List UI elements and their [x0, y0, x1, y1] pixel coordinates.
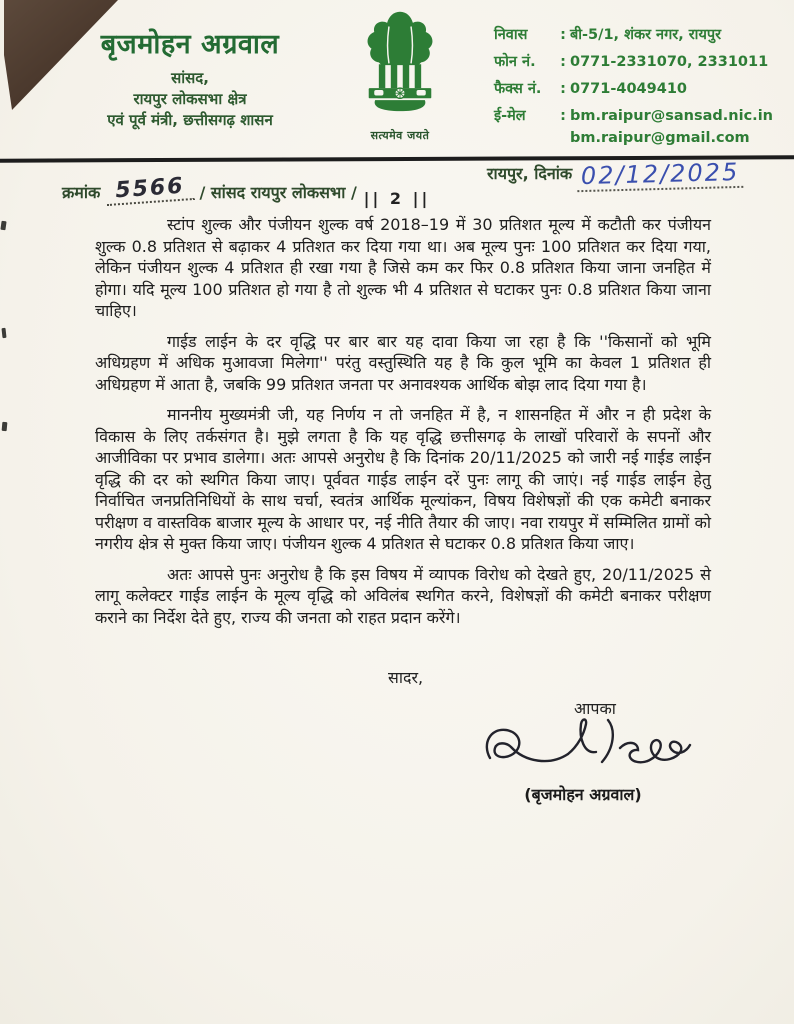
- sender-title-2: रायपुर लोकसभा क्षेत्र: [133, 90, 247, 108]
- date-line: [487, 157, 744, 191]
- scan-speck: [1, 328, 6, 338]
- contact-label: फैक्स नं.: [494, 81, 542, 97]
- contact-value: 0771-2331070, 2331011: [570, 54, 769, 70]
- emblem-motto: सत्यमेव जयते: [370, 129, 430, 142]
- national-emblem: [352, 8, 448, 143]
- body-paragraph-1: स्टांप शुल्क और पंजीयन शुल्क वर्ष 2018–19 में 30 प्रतिशत मूल्य में कटौती कर पंजीयन शुल्क 0.8 प्रतिशत से बढ़ाकर 4 प्रतिशत कर दिया गया था। अब मूल्य पुनः 100 प्रतिशत कर दिया गया, लेकिन पंजीयन शुल्क 4 प्रतिशत ही रखा गया है जिसे कम कर फिर 0.8 प्रतिशत किया जाना जनहित में होगा। यदि मूल्य 100 प्रतिशत हो गया है तो शुल्क भी 4 प्रतिशत से घटाकर पुनः 0.8 प्रतिशत किया जाना चाहिए।: [95, 215, 711, 320]
- page-number-marker: || 2 ||: [363, 189, 431, 208]
- contact-value: बी-5/1, शंकर नगर, रायपुर: [570, 27, 722, 43]
- sender-title-1: सांसद,: [171, 69, 209, 87]
- body-paragraph-3: माननीय मुख्यमंत्री जी, यह निर्णय न तो जनहित में है, न शासनहित में और न ही प्रदेश के विकास के लिए तर्कसंगत है। मुझे लगता है कि यह वृद्धि छत्तीसगढ़ के लाखों परिवारों के सपनों और आजीविका पर प्रभाव डालेगा। अतः आपसे अनुरोध है कि दिनांक 20/11/2025 को जारी नई गाईड लाईन वृद्धि की दर को स्थगित किया जाए। पूर्ववत गाईड लाईन दरें पुनः लागू की जाएं। नई गाईड लाईन हेतु निर्वाचित जनप्रतिनिधियों के साथ चर्चा, स्वतंत्र आर्थिक मूल्यांकन, विषय विशेषज्ञों की एक कमेटी बनाकर परीक्षण व वास्तविक बाजार मूल्य के आधार पर, नई नीति तैयार की जाए। नवा रायपुर में सम्मिलित ग्रामों को नगरीय क्षेत्र से मुक्त किया जाए। पंजीयन शुल्क 4 प्रतिशत से घटाकर 0.8 प्रतिशत किया जाए।: [95, 405, 711, 553]
- scan-speck: [0, 221, 6, 231]
- contact-colon: :: [560, 54, 566, 70]
- reference-label: क्रमांक: [62, 183, 101, 202]
- letterhead-contact-block: [494, 22, 786, 149]
- contact-fax: [494, 76, 786, 103]
- scan-speck: [2, 422, 8, 431]
- sender-name: बृजमोहन अग्रवाल: [100, 29, 280, 60]
- body-paragraph-2: गाईड लाईन के दर वृद्धि पर बार बार यह दावा किया जा रहा है कि ''किसानों को भूमि अधिग्रहण में अधिक मुआवजा मिलेगा'' परंतु वस्तुस्थिति यह है कि कुल भूमि का केवल 1 प्रतिशत ही अधिग्रहण में आता है, जबकि 99 प्रतिशत जनता पर अनावश्यक आर्थिक बोझ लाद दिया गया है।: [95, 331, 711, 394]
- contact-label: निवास: [494, 27, 528, 43]
- reference-office: / सांसद रायपुर लोकसभा /: [199, 183, 357, 202]
- handwritten-signature: [480, 714, 692, 784]
- contact-label: ई-मेल: [494, 108, 526, 124]
- contact-phone: [494, 49, 786, 76]
- contact-value: bm.raipur@sansad.nic.in: [570, 108, 773, 124]
- contact-email: [494, 103, 786, 130]
- letter-body: [95, 214, 711, 637]
- closing-yours: आपका: [574, 699, 616, 718]
- sender-title-3: एवं पूर्व मंत्री, छत्तीसगढ़ शासन: [107, 111, 273, 129]
- contact-colon: :: [560, 108, 566, 124]
- contact-colon: :: [560, 27, 566, 43]
- contact-residence: [494, 22, 786, 49]
- contact-email-2: [494, 127, 786, 149]
- closing-regards: सादर,: [388, 668, 424, 687]
- signature-icon: [480, 765, 692, 784]
- body-paragraph-4: अतः आपसे पुनः अनुरोध है कि इस विषय में व्यापक विरोध को देखते हुए, 20/11/2025 से लागू कलेक्टर गाईड लाईन के मूल्य वृद्धि को अविलंब स्थगित करने, विशेषज्ञों की कमेटी बनाकर परीक्षण कराने का निर्देश देते हुए, राज्य की जनता को राहत प्रदान करेंगे।: [95, 564, 711, 627]
- ashoka-lion-capital-icon: [352, 8, 448, 126]
- contact-colon: :: [560, 81, 566, 97]
- signatory-name: (बृजमोहन अग्रवाल): [524, 785, 642, 804]
- date-label: रायपुर, दिनांक: [487, 164, 573, 183]
- handwritten-serial-number: 5566: [105, 173, 195, 206]
- contact-value: 0771-4049410: [570, 81, 687, 97]
- letterhead-sender-block: [52, 24, 328, 131]
- contact-value: bm.raipur@gmail.com: [570, 130, 750, 146]
- handwritten-date: 02/12/2025: [577, 160, 744, 192]
- contact-label: फोन नं.: [494, 54, 536, 70]
